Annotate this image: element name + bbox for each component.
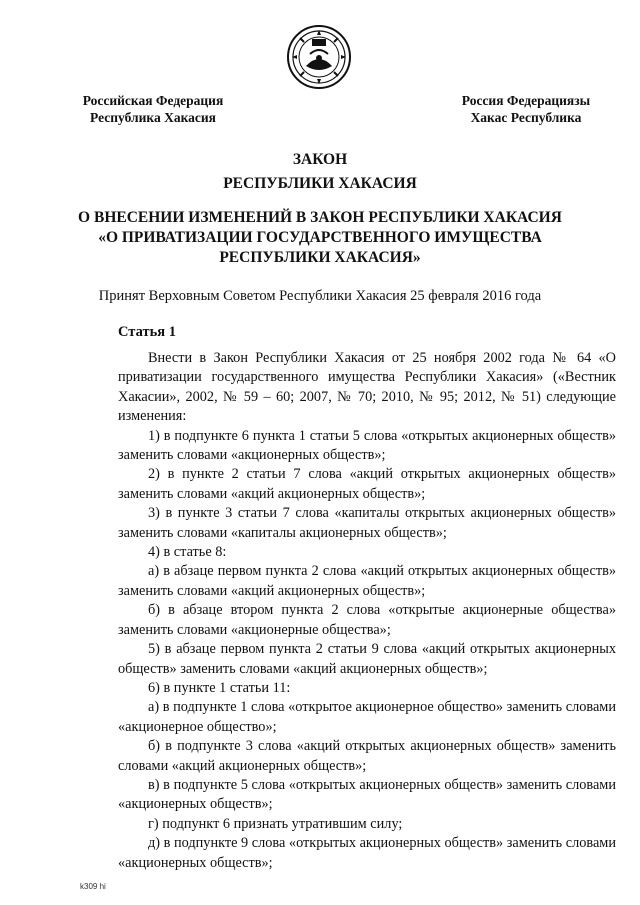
article-paragraph: 6) в пункте 1 статьи 11: (148, 679, 291, 696)
article-paragraph: д) в подпункте 9 слова «открытых акционерных обществ» заменить словами «акционерных обществ»; (118, 835, 616, 871)
document-title (0, 148, 640, 196)
article-paragraph: 3) в пункте 3 статьи 7 слова «капиталы открытых акционерных обществ» заменить словами «капиталы акционерных обществ»; (118, 505, 616, 541)
article-paragraph: а) в подпункте 1 слова «открытое акционерное общество» заменить словами «акционерное общество»; (118, 699, 616, 735)
article-paragraph: 1) в подпункте 6 пункта 1 статьи 5 слова «открытых акционерных обществ» заменить словами «акционерных обществ»; (118, 427, 616, 464)
article-paragraph: г) подпункт 6 признать утратившим силу; (148, 815, 403, 832)
title-line-2: РЕСПУБЛИКИ ХАКАСИЯ (223, 175, 417, 192)
header-left (68, 92, 238, 126)
article-paragraph: б) в абзаце втором пункта 2 слова «открытые акционерные общества» заменить словами «акционерные общества»; (118, 602, 616, 638)
title-line-1: ЗАКОН (292, 151, 348, 168)
article-paragraph: б) в подпункте 3 слова «акций открытых акционерных обществ» заменить словами «акций акционерных обществ»; (118, 738, 616, 774)
article-body (118, 349, 616, 873)
article-paragraph: 2) в пункте 2 статьи 7 слова «акций открытых акционерных обществ» заменить словами «акций акционерных обществ»; (118, 466, 616, 502)
header-right (436, 92, 616, 126)
coat-of-arms-icon (286, 24, 352, 90)
adoption-statement: Принят Верховным Советом Республики Хакасия 25 февраля 2016 года (98, 288, 542, 304)
article-paragraph: Внести в Закон Республики Хакасия от 25 ноября 2002 года № 64 «О приватизации государственного имущества Республики Хакасия» («Вестник Хакасии», 2002, № 59 – 60; 2007, № 70; 2010, № 95; 2012, № 51) следующие изменения: (118, 350, 616, 425)
subtitle-line-1: О ВНЕСЕНИИ ИЗМЕНЕНИЙ В ЗАКОН РЕСПУБЛИКИ ХАКАСИЯ (78, 209, 562, 226)
header-right-country: Россия Федерациязы (461, 93, 591, 108)
document-subtitle (70, 208, 570, 268)
header-left-republic: Республика Хакасия (90, 110, 216, 125)
subtitle-line-3: РЕСПУБЛИКИ ХАКАСИЯ» (219, 249, 421, 266)
header-right-republic: Хакас Республика (470, 110, 582, 125)
document-code: k309 hi (80, 882, 106, 891)
article-paragraph: 5) в абзаце первом пункта 2 статьи 9 слова «акций открытых акционерных обществ» заменить словами «акций акционерных обществ»; (118, 641, 616, 677)
article-paragraph: а) в абзаце первом пункта 2 слова «акций открытых акционерных обществ» заменить словами «акций акционерных обществ»; (118, 563, 616, 599)
article-title: Статья 1 (118, 324, 176, 340)
header-left-country: Российская Федерация (82, 93, 224, 108)
subtitle-line-2: «О ПРИВАТИЗАЦИИ ГОСУДАРСТВЕННОГО ИМУЩЕСТВА (98, 229, 542, 246)
article-paragraph: в) в подпункте 5 слова «открытых акционерных обществ» заменить словами «акционерных обществ»; (118, 776, 616, 813)
article-paragraph: 4) в статье 8: (148, 544, 227, 561)
